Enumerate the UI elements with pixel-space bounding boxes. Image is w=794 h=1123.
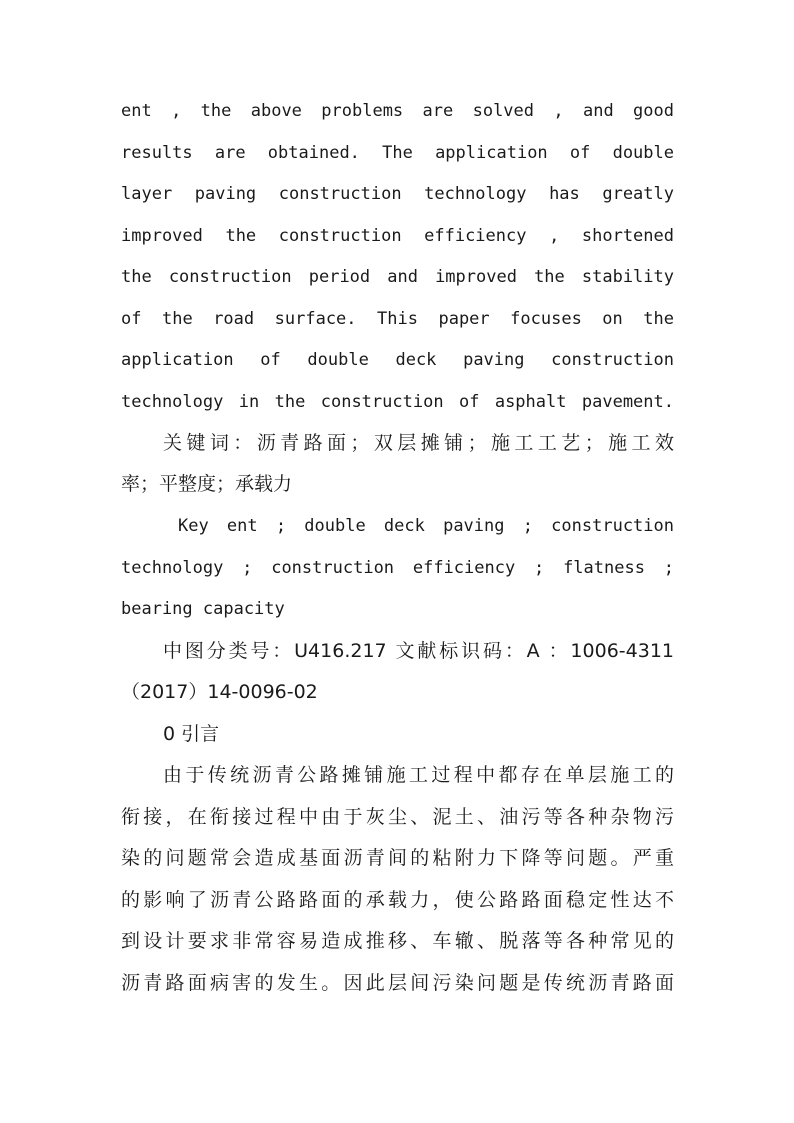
abstract-line: improved the construction efficiency , shortened <box>121 226 674 246</box>
body-line: 到设计要求非常容易造成推移、车辙、脱落等各种常见的 <box>121 930 674 952</box>
body-line: 衔接，在衔接过程中由于灰尘、泥土、油污等各种杂物污 <box>121 806 674 828</box>
body-line: 染的问题常会造成基面沥青间的粘附力下降等问题。严重 <box>121 847 674 869</box>
abstract-line: application of double deck paving construction <box>121 350 674 370</box>
keywords-en-line: bearing capacity <box>121 599 285 619</box>
keywords-en-line: technology ; construction efficiency ; flatness ; <box>121 558 674 578</box>
abstract-line: of the road surface. This paper focuses on the <box>121 309 674 329</box>
abstract-line: the construction period and improved the stability <box>121 267 674 287</box>
section-heading: 0 引言 <box>163 723 220 745</box>
keywords-zh-line: 关键词：沥青路面；双层摊铺；施工工艺；施工效 <box>163 432 674 454</box>
classification-line: 中图分类号：U416.217 文献标识码：A ：1006-4311 <box>163 640 674 662</box>
abstract-line: layer paving construction technology has greatly <box>121 184 674 204</box>
classification-line: （2017）14-0096-02 <box>121 681 318 703</box>
body-line: 沥青路面病害的发生。因此层间污染问题是传统沥青路面 <box>121 972 674 994</box>
keywords-en-line: Key ent ; double deck paving ; construction <box>178 516 674 536</box>
abstract-line: technology in the construction of asphalt pavement. <box>121 392 674 412</box>
abstract-line: ent , the above problems are solved , and good <box>121 101 674 121</box>
body-line: 的影响了沥青公路路面的承载力，使公路路面稳定性达不 <box>121 889 674 911</box>
abstract-line: results are obtained. The application of double <box>121 143 674 163</box>
body-line: 由于传统沥青公路摊铺施工过程中都存在单层施工的 <box>163 764 674 786</box>
keywords-zh-line: 率；平整度；承载力 <box>121 473 293 495</box>
